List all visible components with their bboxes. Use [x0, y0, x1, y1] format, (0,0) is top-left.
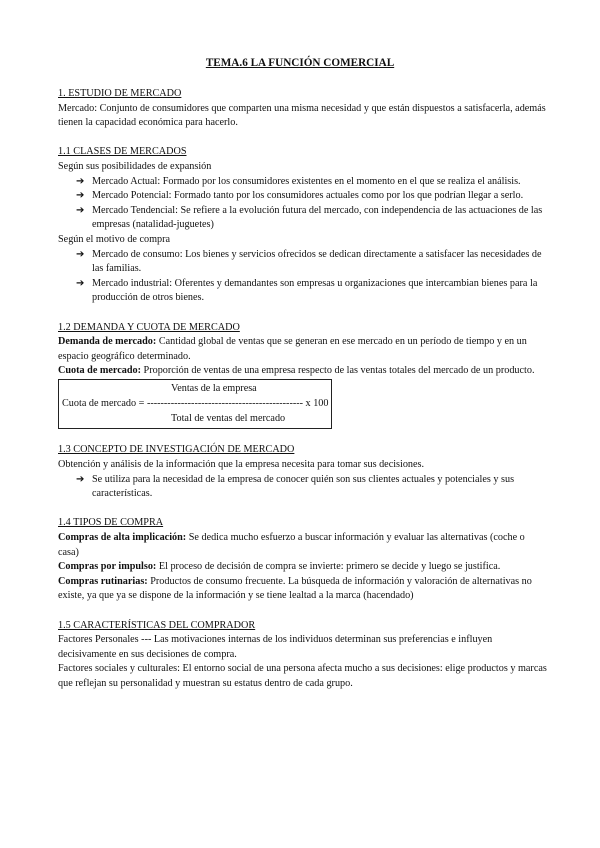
list-item: ➔ Mercado Potencial: Formado tanto por los consumidores actuales como por los que podrían llegar a serlo. — [58, 189, 548, 204]
list-item: ➔ Mercado industrial: Oferentes y demandantes son empresas u organizaciones que intercambian bienes para la producción de otros bienes. — [76, 277, 538, 304]
arrow-icon: ➔ — [76, 175, 85, 187]
compras-alta-label: Compras de alta implicación: — [58, 532, 187, 544]
arrow-icon: ➔ — [76, 277, 85, 289]
section-1-3-heading: 1.3 CONCEPTO DE INVESTIGACIÓN DE MERCADO — [58, 444, 295, 456]
compras-rutinarias: Compras rutinarias: Productos de consumo frecuente. La búsqueda de información y valoración de alternativas no existe, ya que ya se dispone de la información y se tiene lealtad a la marca (hacendado) — [58, 575, 532, 602]
section-1-5-text-1: Factores Personales --- Las motivaciones internas de los individuos determinan sus preferencias e influyen decisivamente en sus decisiones de compra. — [58, 634, 493, 660]
section-1-3-list — [58, 473, 548, 502]
compras-rutinarias-label: Compras rutinarias: — [58, 575, 148, 587]
formula-box — [58, 379, 332, 429]
section-1-4-heading: 1.4 TIPOS DE COMPRA — [58, 517, 164, 529]
section-1-1-list-1 — [58, 175, 548, 233]
arrow-icon: ➔ — [76, 248, 85, 260]
demanda-definition: Demanda de mercado: Cantidad global de ventas que se generan en ese mercado en un período de tiempo y en un espacio geográfico determinado. — [58, 336, 527, 362]
document-title: TEMA.6 LA FUNCIÓN COMERCIAL — [205, 57, 395, 69]
list-item: ➔ Mercado Tendencial: Se refiere a la evolución futura del mercado, con independencia de las actuaciones de las empresas (natalidad-juguetes) — [76, 204, 543, 231]
section-1-1-intro-1: Según sus posibilidades de expansión — [58, 160, 212, 172]
compras-alta: Compras de alta implicación: Se dedica mucho esfuerzo a buscar información y evaluar las alternativas (coche o casa) — [58, 532, 525, 558]
cuota-definition: Cuota de mercado: Proporción de ventas de una empresa respecto de las ventas totales del mercado de un producto. — [58, 365, 535, 377]
section-1-2-heading: 1.2 DEMANDA Y CUOTA DE MERCADO — [58, 321, 240, 333]
section-1-5-text-2: Factores sociales y culturales: El entorno social de una persona afecta mucho a sus decisiones: elige productos y marcas que reflejan su personalidad y muestran su estatus dentro de cada grupo. — [58, 663, 547, 689]
section-1-5-heading: 1.5 CARACTERÍSTICAS DEL COMPRADOR — [58, 619, 256, 631]
arrow-icon: ➔ — [76, 473, 85, 485]
formula-numerator: Ventas de la empresa — [171, 382, 257, 394]
list-item: ➔ Se utiliza para la necesidad de la empresa de conocer quién son sus clientes actuales y potenciales y sus características. — [76, 473, 515, 500]
section-1-text: Mercado: Conjunto de consumidores que comparten una misma necesidad y que están dispuestos a satisfacerla, además tienen la capacidad económica para hacerlo. — [58, 102, 546, 129]
cuota-label: Cuota de mercado: — [58, 365, 141, 377]
section-1-1-intro-2: Según el motivo de compra — [58, 233, 171, 245]
list-item: ➔ Mercado Actual: Formado por los consumidores existentes en el momento en el que se realiza el análisis. — [58, 175, 548, 190]
compras-impulso: Compras por impulso: El proceso de decisión de compra se invierte: primero se decide y luego se justifica. — [58, 561, 501, 573]
arrow-icon: ➔ — [76, 190, 85, 202]
formula-denominator: Total de ventas del mercado — [171, 412, 286, 424]
document-body — [58, 87, 548, 692]
section-1-heading: 1. ESTUDIO DE MERCADO — [58, 88, 182, 99]
section-1-1-heading: 1.1 CLASES DE MERCADOS — [58, 146, 187, 158]
demanda-label: Demanda de mercado: — [58, 336, 157, 348]
list-item: ➔ Mercado de consumo: Los bienes y servicios ofrecidos se dedican directamente a satisfacer las necesidades de las familias. — [76, 248, 542, 275]
arrow-icon: ➔ — [76, 204, 85, 216]
section-1-1-list-2 — [58, 248, 548, 306]
compras-impulso-label: Compras por impulso: — [58, 561, 157, 573]
formula-line: Cuota de mercado = ---------------------------------------------- x 100 — [62, 397, 329, 409]
section-1-3-text: Obtención y análisis de la información que la empresa necesita para tomar sus decisiones. — [58, 459, 425, 471]
